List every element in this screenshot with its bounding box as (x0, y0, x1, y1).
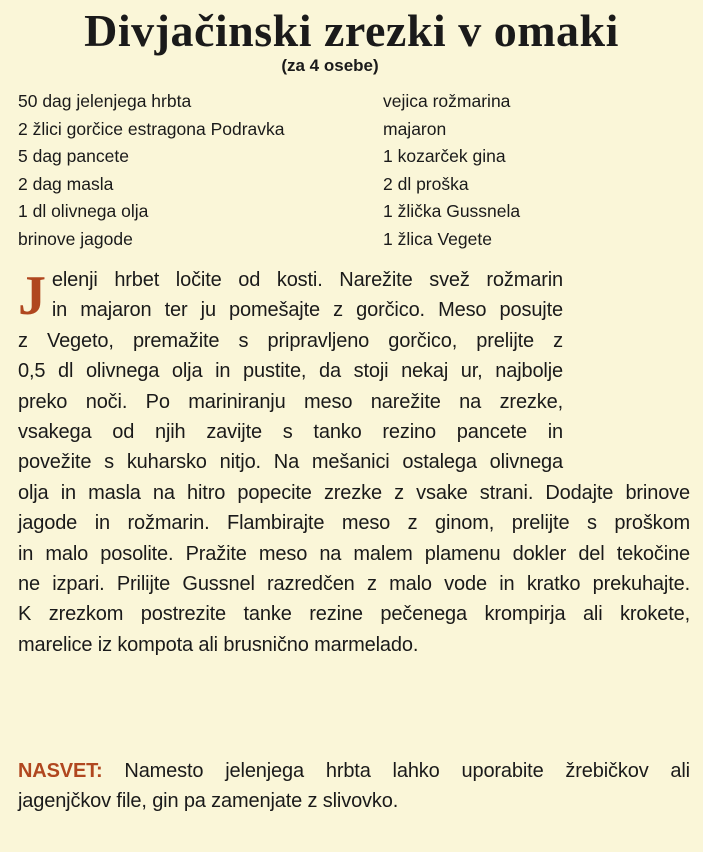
tip-box (18, 756, 693, 817)
ingredient-item: vejica rožmarina (383, 91, 511, 111)
recipe-title: Divjačinski zrezki v omaki (84, 5, 619, 56)
instruction-line: elenji hrbet ločite od kosti. Narežite svež rožmarin (51, 269, 563, 291)
ingredient-item: 50 dag jelenjega hrbta (18, 91, 192, 111)
ingredient-item: 1 žlica Vegete (383, 228, 492, 249)
ingredient-item: 5 dag pancete (18, 146, 129, 167)
ingredient-item: brinove jagode (18, 228, 133, 249)
ingredient-item: 1 dl olivnega olja (18, 201, 149, 222)
ingredient-item: 1 žlička Gussnela (383, 201, 521, 222)
bleed-through-decoration (340, 70, 362, 144)
instructions (18, 265, 693, 660)
instruction-line: marelice iz kompota ali brusnično marmelado. (18, 633, 419, 656)
instruction-line: vsakega od njih zavijte s tanko rezino pancete in (18, 421, 563, 444)
tip-text-line2: jagenjčkov file, gin pa zamenjate z slivovko. (18, 790, 399, 813)
ingredient-item: 2 žlici gorčice estragona Podravka (18, 118, 285, 139)
tip-line (18, 756, 690, 786)
ingredient-item: 1 kozarček gina (383, 146, 506, 167)
instruction-line: in malo posolite. Pražite meso na malem plamenu dokler del tekočine (18, 542, 690, 565)
tip-text: Namesto jelenjega hrbta lahko uporabite žrebičkov ali (124, 760, 690, 782)
ingredient-item: 2 dag masla (18, 173, 114, 194)
instruction-line: in majaron ter ju pomešajte z gorčico. Meso posujte (51, 299, 563, 322)
servings-note: (za 4 osebe) (281, 56, 379, 75)
instruction-line: jagode in rožmarin. Flambirajte meso z ginom, prelijte s proškom (18, 512, 690, 535)
instruction-line: 0,5 dl olivnega olja in pustite, da stoji nekaj ur, najbolje (18, 360, 563, 383)
tip-label: NASVET: (18, 760, 103, 782)
ingredients-list-right (383, 88, 520, 254)
instruction-line: ne izpari. Prilijte Gussnel razredčen z malo vode in kratko prekuhajte. (18, 573, 690, 596)
instruction-line: olja in masla na hitro popecite zrezke z vsake strani. Dodajte brinove (18, 481, 690, 504)
ingredient-item: majaron (383, 118, 447, 139)
ingredients-list-left (18, 88, 285, 254)
ingredient-item: 2 dl proška (383, 173, 469, 194)
instruction-line: preko noči. Po mariniranju meso narežite na zrezke, (18, 390, 563, 413)
instruction-line: povežite s kuharsko nitjo. Na mešanici ostalega olivnega (18, 451, 563, 474)
drop-cap: J (18, 265, 46, 327)
instruction-line: K zrezkom postrezite tanke rezine pečenega krompirja ali krokete, (18, 603, 690, 626)
instruction-line: z Vegeto, premažite s pripravljeno gorčico, prelijte z (18, 329, 563, 352)
